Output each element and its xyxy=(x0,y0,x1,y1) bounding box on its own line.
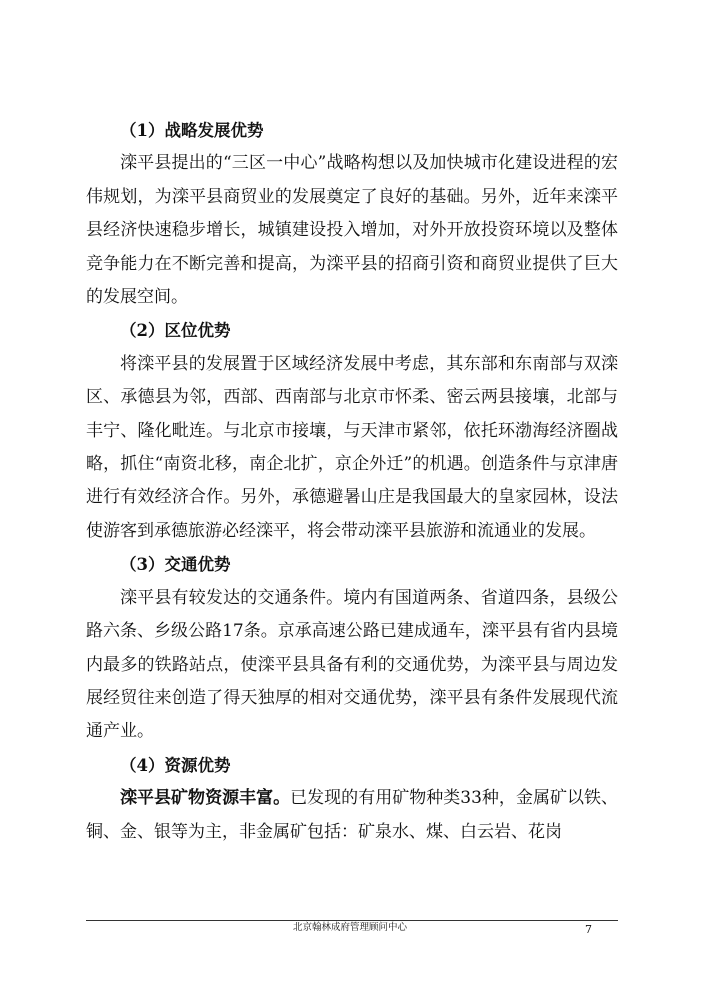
paragraph-text: 已发现的有用矿物种类33种，金属矿以铁、铜、金、银等为主，非金属矿包括：矿泉水、煤、白云岩、花岗 xyxy=(86,788,619,842)
paragraph-text: 滦平县提出的“三区一中心”战略构想以及加快城市化建设进程的宏伟规划，为滦平县商贸业的发展奠定了良好的基础。另外，近年来滦平县经济快速稳步增长，城镇建设投入增加，对外开放投资环境以及整体竞争能力在不断完善和提高，为滦平县的招商引资和商贸业提供了巨大的发展空间。 xyxy=(86,153,618,308)
paragraph-resources xyxy=(86,782,618,849)
footer-org-name: 北京翰林成府管理顾问中心 xyxy=(292,922,407,933)
document-body xyxy=(86,114,618,849)
paragraph-text: 将滦平县的发展置于区域经济发展中考虑，其东部和东南部与双滦区、承德县为邻，西部、西南部与北京市怀柔、密云两县接壤，北部与丰宁、隆化毗连。与北京市接壤，与天津市紧邻，依托环渤海经济圈战略，抓住“南资北移，南企北扩，京企外迁”的机遇。创造条件与京津唐进行有效经济合作。另外，承德避暑山庄是我国最大的皇家园林，设法使游客到承德旅游必经滦平，将会带动滦平县旅游和流通业的发展。 xyxy=(86,353,618,541)
page-number: 7 xyxy=(585,923,592,936)
section-heading-resources: （4）资源优势 xyxy=(120,755,231,775)
paragraph-location xyxy=(86,348,618,548)
paragraph-lead-bold: 滦平县矿物资源丰富。 xyxy=(120,788,291,809)
section-heading-strategy: （1）战略发展优势 xyxy=(120,121,264,140)
section-heading-location: （2）区位优势 xyxy=(120,321,231,341)
section-heading-transport: （3）交通优势 xyxy=(120,555,231,575)
paragraph-strategy xyxy=(86,147,618,314)
paragraph-transport xyxy=(86,582,618,749)
paragraph-text: 滦平县有较发达的交通条件。境内有国道两条、省道四条，县级公路六条、乡级公路17条。京承高速公路已建成通车，滦平县有省内县境内最多的铁路站点，使滦平县具备有利的交通优势，为滦平县与周边发展经贸往来创造了得天独厚的相对交通优势，滦平县有条件发展现代流通产业。 xyxy=(86,587,618,742)
